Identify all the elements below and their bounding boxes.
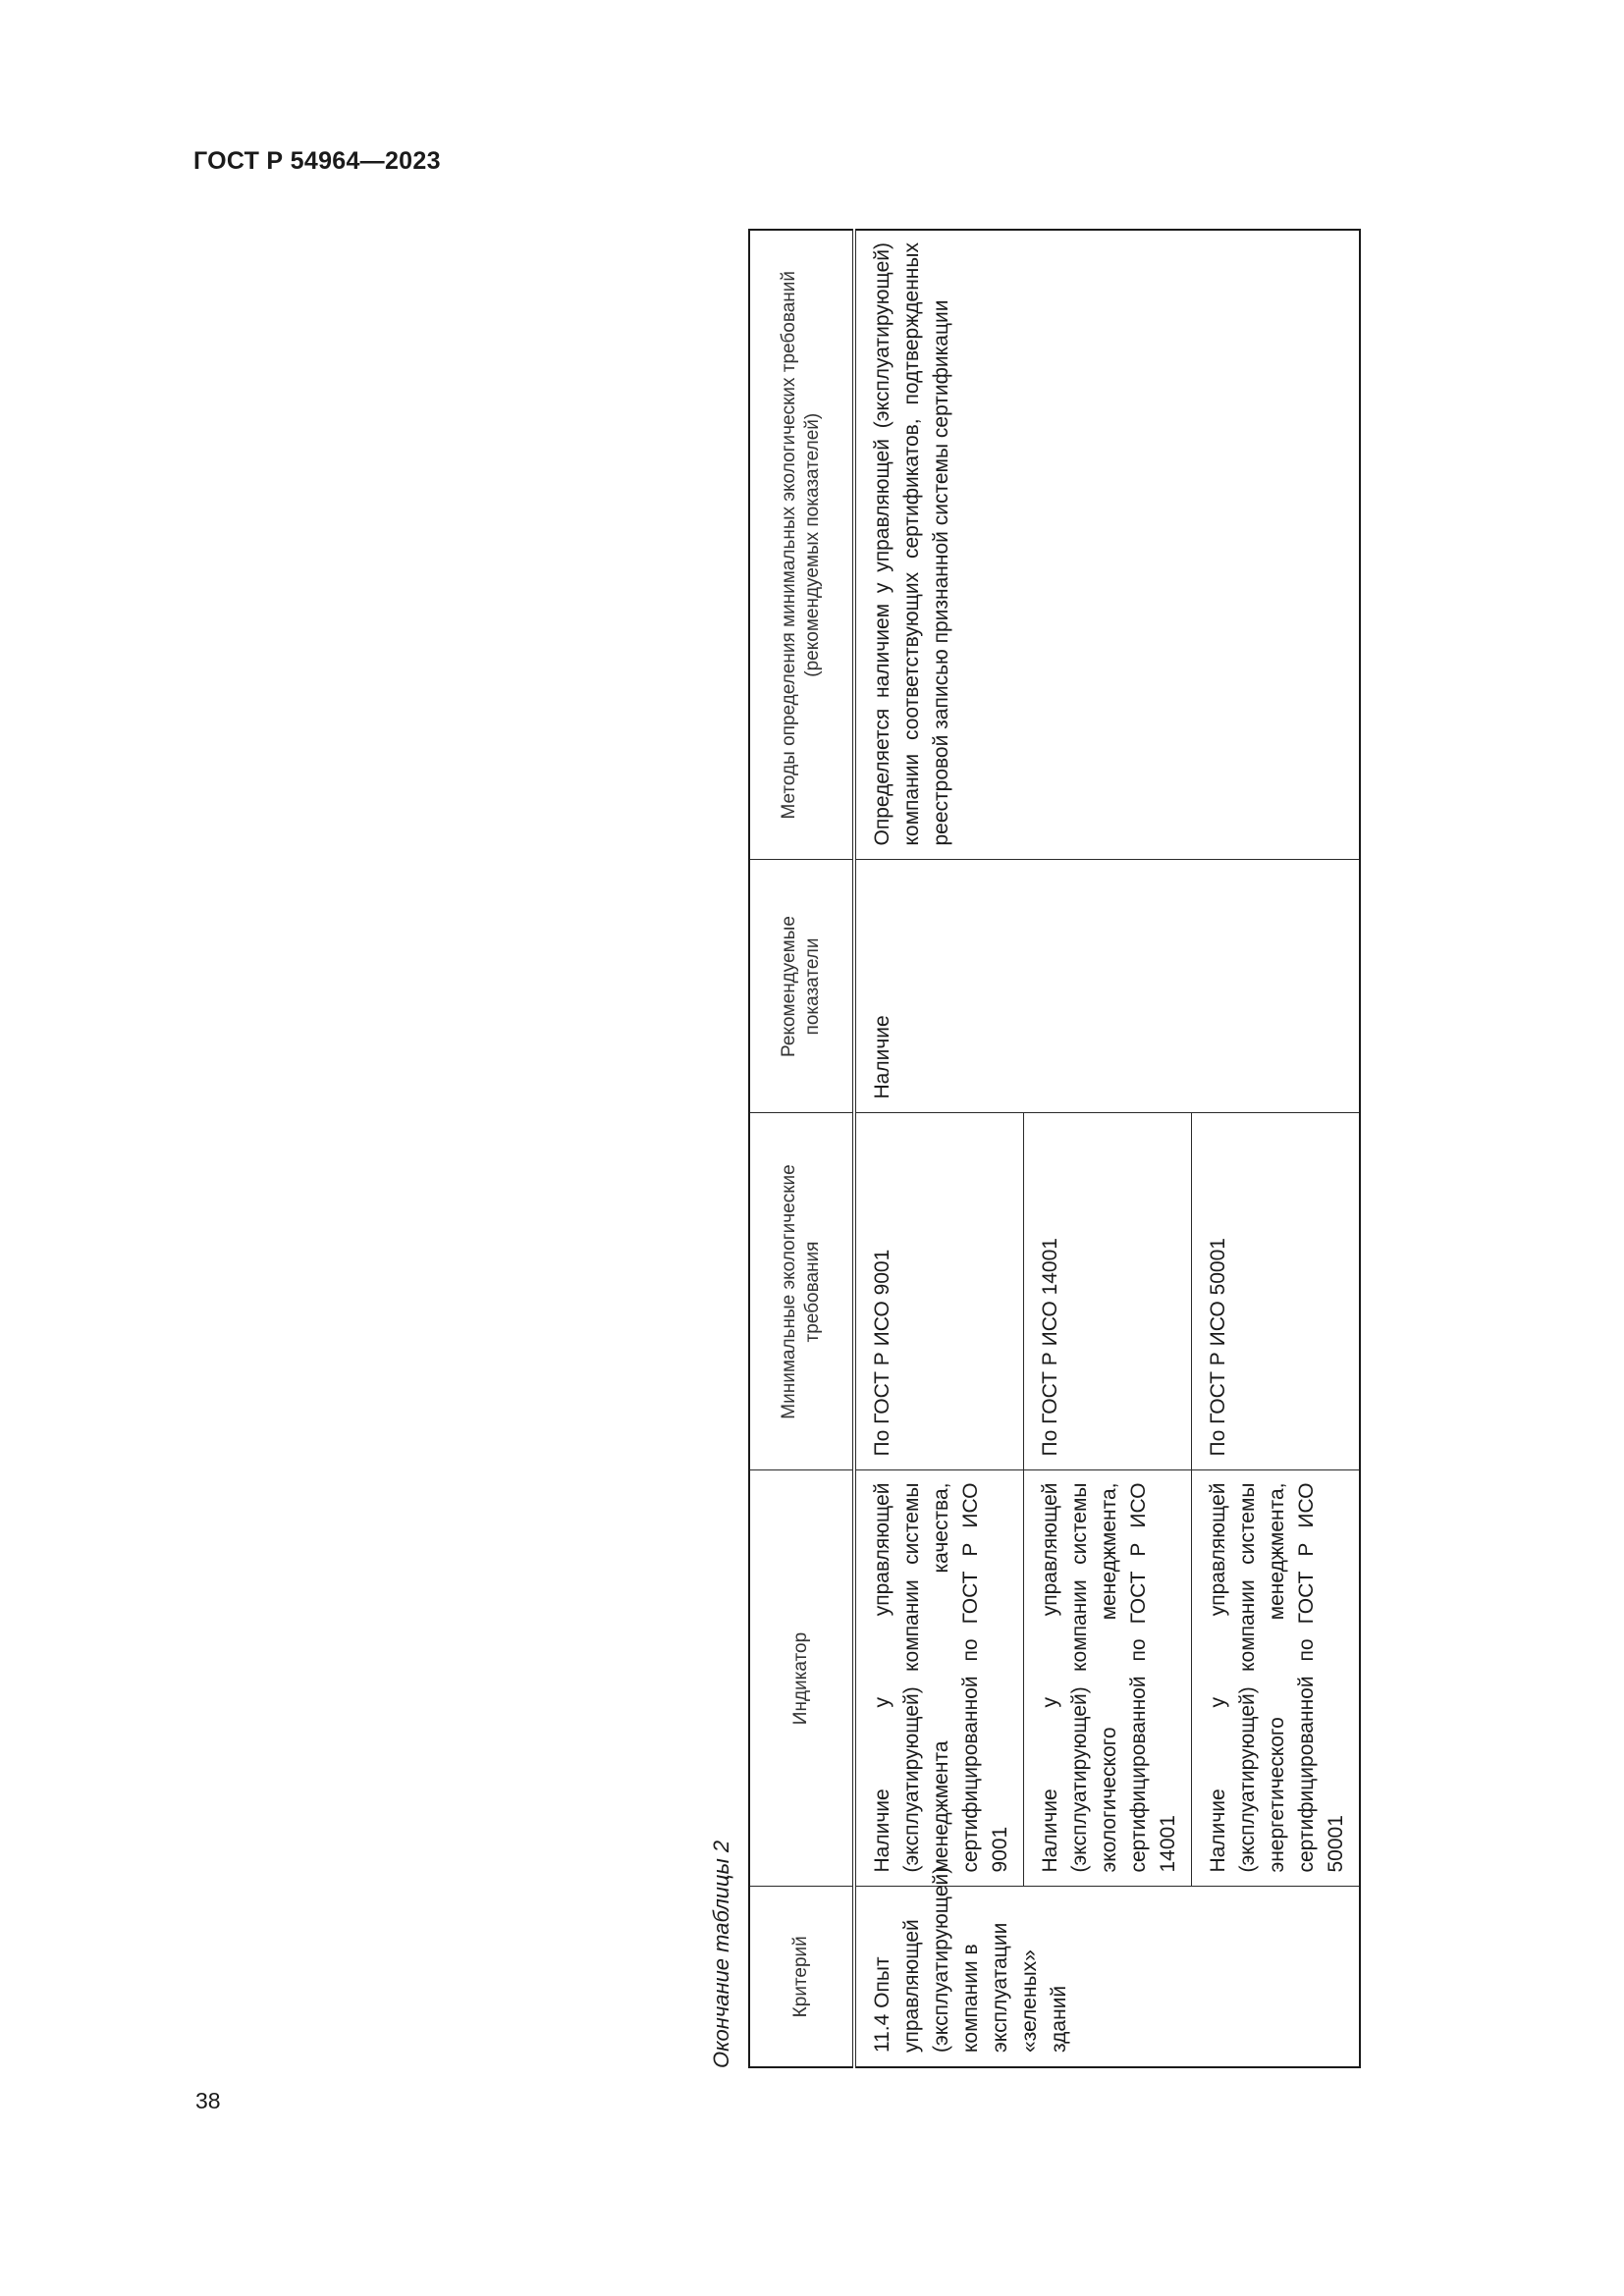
table-row xyxy=(854,230,1024,2067)
requirements-table xyxy=(748,229,1361,2068)
criterion-cell: 11.4 Опыт управляющей (эксплуатирующей) компании в эксплуатации «зеленых» зданий xyxy=(854,1887,1360,2067)
header-min-requirements: Минимальные экологические требования xyxy=(749,1113,854,1470)
page-number: 38 xyxy=(195,2088,221,2113)
requirement-cell: По ГОСТ Р ИСО 14001 xyxy=(1024,1113,1192,1470)
header-criterion: Критерий xyxy=(749,1887,854,2067)
indicator-cell: Наличие у управляющей (эксплуатирующей) компании системы энергетического менеджмента, сертифицированной по ГОСТ Р ИСО 50001 xyxy=(1192,1470,1361,1887)
document-code: ГОСТ Р 54964—2023 xyxy=(193,147,441,175)
table-caption: Окончание таблицы 2 xyxy=(709,1840,733,2068)
recommended-cell: Наличие xyxy=(854,860,1360,1113)
header-recommended: Рекомендуемые показатели xyxy=(749,860,854,1113)
rotated-table-block xyxy=(709,231,1347,2068)
requirement-cell: По ГОСТ Р ИСО 9001 xyxy=(854,1113,1024,1470)
indicator-cell: Наличие у управляющей (эксплуатирующей) компании системы менеджмента качества, сертифицированной по ГОСТ Р ИСО 9001 xyxy=(854,1470,1024,1887)
indicator-cell: Наличие у управляющей (эксплуатирующей) компании системы экологического менеджмента, сертифицированной по ГОСТ Р ИСО 14001 xyxy=(1024,1470,1192,1887)
header-indicator: Индикатор xyxy=(749,1470,854,1887)
table-header-row xyxy=(749,230,854,2067)
header-methods: Методы определения минимальных экологических требований (рекомендуемых показателей) xyxy=(749,230,854,860)
method-cell: Определяется наличием у управляющей (эксплуатирующей) компании соответствующих сертификатов, подтвержденных реестровой записью признанной системы сертификации xyxy=(854,230,1360,860)
requirement-cell: По ГОСТ Р ИСО 50001 xyxy=(1192,1113,1361,1470)
